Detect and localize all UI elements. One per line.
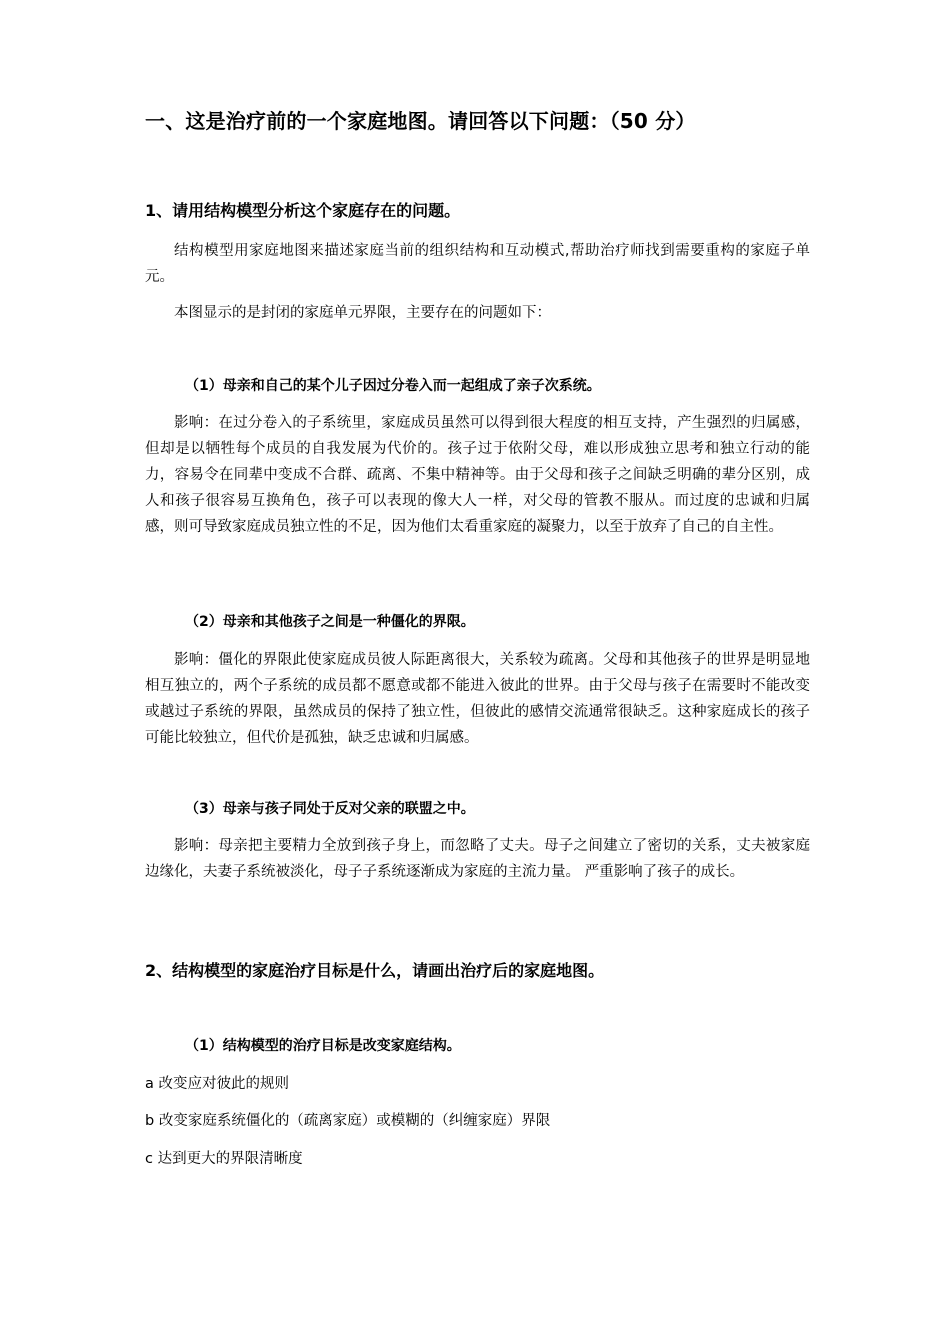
issue-3-paragraph: 影响：母亲把主要精力全放到孩子身上，而忽略了丈夫。母子之间建立了密切的关系，丈夫被家庭边缘化，夫妻子系统被淡化，母子子系统逐渐成为家庭的主流力量。 严重影响了孩子的成长。 <box>145 838 810 880</box>
question-1-heading: 1、请用结构模型分析这个家庭存在的问题。 <box>145 201 461 220</box>
question-2-heading: 2、结构模型的家庭治疗目标是什么，请画出治疗后的家庭地图。 <box>145 961 605 980</box>
page-title: 一、这是治疗前的一个家庭地图。请回答以下问题：（50 分） <box>145 109 696 133</box>
question-1-intro-paragraph: 结构模型用家庭地图来描述家庭当前的组织结构和互动模式,帮助治疗师找到需要重构的家庭子单元。 <box>145 243 810 285</box>
question-2-subheading: （1）结构模型的治疗目标是改变家庭结构。 <box>185 1038 461 1054</box>
question-1-intro-summary: 本图显示的是封闭的家庭单元界限，主要存在的问题如下： <box>174 305 551 321</box>
issue-2-heading: （2）母亲和其他孩子之间是一种僵化的界限。 <box>185 614 475 630</box>
issue-1-paragraph: 影响：在过分卷入的子系统里，家庭成员虽然可以得到很大程度的相互支持，产生强烈的归属感，但却是以牺牲每个成员的自我发展为代价的。孩子过于依附父母，难以形成独立思考和独立行动的能力，容易令在同辈中变成不合群、疏离、不集中精神等。由于父母和孩子之间缺乏明确的辈分区别，成人和孩子很容易互换角色，孩子可以表现的像大人一样，对父母的管教不服从。而过度的忠诚和归属感，则可导致家庭成员独立性的不足，因为他们太看重家庭的凝聚力，以至于放弃了自己的自主性。 <box>145 415 810 535</box>
issue-1-heading: （1）母亲和自己的某个儿子因过分卷入而一起组成了亲子次系统。 <box>185 378 601 394</box>
goal-item-b: b 改变家庭系统僵化的（疏离家庭）或模糊的（纠缠家庭）界限 <box>145 1113 551 1129</box>
issue-2-paragraph: 影响：僵化的界限此使家庭成员彼人际距离很大，关系较为疏离。父母和其他孩子的世界是明显地相互独立的，两个子系统的成员都不愿意或都不能进入彼此的世界。由于父母与孩子在需要时不能改变或越过子系统的界限，虽然成员的保持了独立性，但彼此的感情交流通常很缺乏。这种家庭成长的孩子可能比较独立，但代价是孤独，缺乏忠诚和归属感。 <box>145 652 810 746</box>
goal-item-c: c 达到更大的界限清晰度 <box>145 1151 303 1167</box>
goal-item-a: a 改变应对彼此的规则 <box>145 1076 289 1092</box>
issue-3-heading: （3）母亲与孩子同处于反对父亲的联盟之中。 <box>185 801 475 817</box>
